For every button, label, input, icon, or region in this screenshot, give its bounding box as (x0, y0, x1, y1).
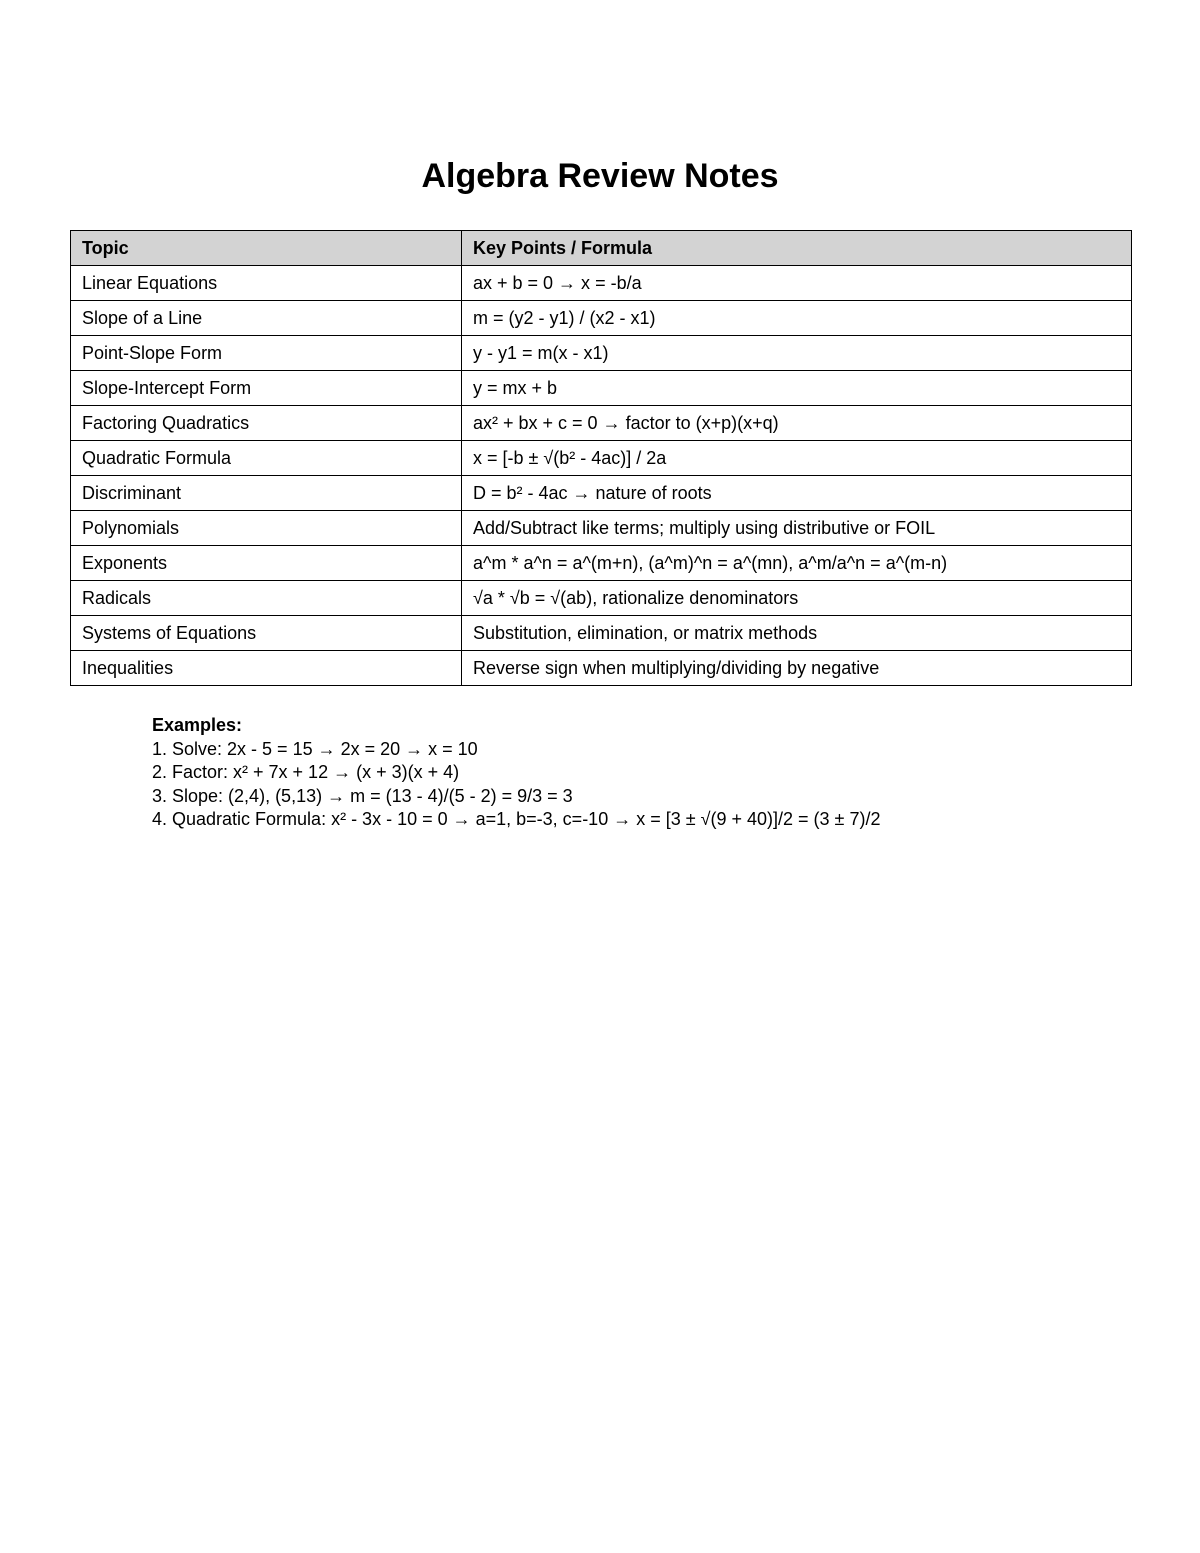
table-row (71, 511, 1132, 546)
formula-cell: ax² + bx + c = 0 → factor to (x+p)(x+q) (462, 406, 1132, 441)
table-row (71, 301, 1132, 336)
example-item: 3. Slope: (2,4), (5,13) → m = (13 - 4)/(5 - 2) = 9/3 = 3 (152, 785, 573, 806)
table-row (71, 581, 1132, 616)
topic-cell: Polynomials (71, 511, 462, 546)
formula-cell: x = [-b ± √(b² - 4ac)] / 2a (462, 441, 1132, 476)
topic-cell: Slope-Intercept Form (71, 371, 462, 406)
example-item: 4. Quadratic Formula: x² - 3x - 10 = 0 → a=1, b=-3, c=-10 → x = [3 ± √(9 + 40)]/2 = (3 ± 7)/2 (152, 809, 881, 829)
example-item: 1. Solve: 2x - 5 = 15 → 2x = 20 → x = 10 (152, 738, 478, 759)
topic-cell: Quadratic Formula (71, 441, 462, 476)
examples-section (152, 714, 1152, 832)
examples-heading: Examples: (152, 715, 243, 735)
table-row (71, 336, 1132, 371)
table-row (71, 441, 1132, 476)
formula-cell: a^m * a^n = a^(m+n), (a^m)^n = a^(mn), a^m/a^n = a^(m-n) (462, 546, 1132, 581)
table-row (71, 266, 1132, 301)
formula-cell: y = mx + b (462, 371, 1132, 406)
formula-cell: y - y1 = m(x - x1) (462, 336, 1132, 371)
formula-cell: ax + b = 0 → x = -b/a (462, 266, 1132, 301)
table-row (71, 371, 1132, 406)
table-row (71, 546, 1132, 581)
topic-cell: Slope of a Line (71, 301, 462, 336)
topic-cell: Linear Equations (71, 266, 462, 301)
formula-cell: Substitution, elimination, or matrix methods (462, 616, 1132, 651)
algebra-notes-table (70, 230, 1132, 686)
formula-cell: Add/Subtract like terms; multiply using distributive or FOIL (462, 511, 1132, 546)
table-row (71, 476, 1132, 511)
formula-cell: D = b² - 4ac → nature of roots (462, 476, 1132, 511)
column-header-key-points: Key Points / Formula (462, 231, 1132, 266)
table-row (71, 616, 1132, 651)
table-header-row (71, 231, 1132, 266)
topic-cell: Inequalities (71, 651, 462, 686)
formula-cell: m = (y2 - y1) / (x2 - x1) (462, 301, 1132, 336)
topic-cell: Point-Slope Form (71, 336, 462, 371)
topic-cell: Factoring Quadratics (71, 406, 462, 441)
topic-cell: Systems of Equations (71, 616, 462, 651)
formula-cell: √a * √b = √(ab), rationalize denominators (462, 581, 1132, 616)
example-item: 2. Factor: x² + 7x + 12 → (x + 3)(x + 4) (152, 762, 460, 782)
table-row (71, 406, 1132, 441)
topic-cell: Radicals (71, 581, 462, 616)
formula-cell: Reverse sign when multiplying/dividing by negative (462, 651, 1132, 686)
table-row (71, 651, 1132, 686)
page-title: Algebra Review Notes (421, 157, 779, 195)
topic-cell: Discriminant (71, 476, 462, 511)
column-header-topic: Topic (71, 231, 462, 266)
topic-cell: Exponents (71, 546, 462, 581)
